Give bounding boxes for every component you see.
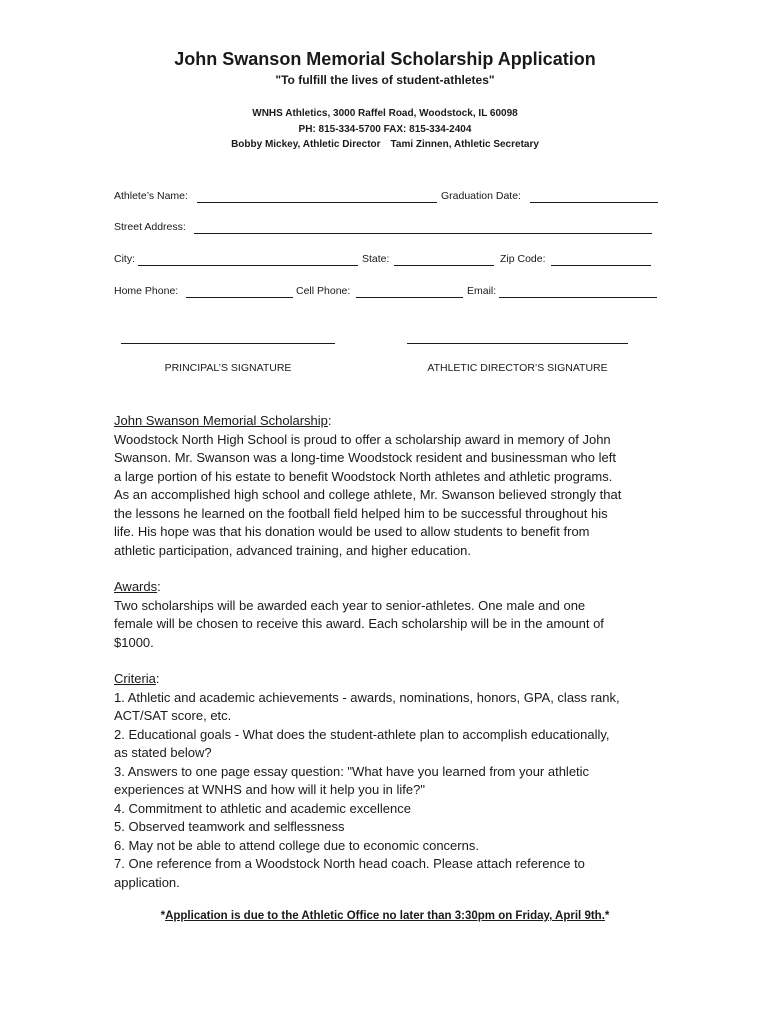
criteria-line: 2. Educational goals - What does the student-athlete plan to accomplish educationally, [114,726,610,742]
email-label: Email: [467,285,497,297]
scholarship-line: a large portion of his estate to benefit Woodstock North athletes and athletic programs. [114,468,613,484]
cell-phone-field[interactable] [356,297,463,298]
home-phone-field[interactable] [186,297,293,298]
graduation-date-label: Graduation Date: [441,190,521,202]
criteria-line: 3. Answers to one page essay question: "What have you learned from your athletic [114,763,590,779]
scholarship-line: As an accomplished high school and college athlete, Mr. Swanson believed strongly that [114,487,622,502]
scholarship-line: Woodstock North High School is proud to offer a scholarship award in memory of John [114,431,611,447]
awards-line: female will be chosen to receive this award. Each scholarship will be in the amount of [114,616,604,631]
criteria-line: 4. Commitment to athletic and academic excellence [114,800,411,816]
city-field[interactable] [138,265,358,266]
criteria-line: 1. Athletic and academic achievements - awards, nominations, honors, GPA, class rank, [114,689,620,705]
athletic-director-signature-label: ATHLETIC DIRECTOR’S SIGNATURE [427,362,608,374]
scholarship-line: life. His hope was that his donation would be used to allow students to benefit from [114,524,590,539]
criteria-line: ACT/SAT score, etc. [114,708,232,723]
zip-code-field[interactable] [551,265,651,266]
athletic-director-name: Bobby Mickey, Athletic Director [231,139,381,150]
athletic-secretary-name: Tami Zinnen, Athletic Secretary [390,139,539,150]
deadline-notice: *Application is due to the Athletic Office no later than 3:30pm on Friday, April 9th.* [160,910,610,922]
motto: "To fulfill the lives of student-athletes" [275,73,495,87]
city-label: City: [114,253,135,265]
scholarship-line: the lessons he learned on the football field helped him to be successful throughout his [114,505,608,521]
page-title: John Swanson Memorial Scholarship Application [174,49,596,69]
criteria-line: 5. Observed teamwork and selflessness [114,819,345,834]
athlete-name-label: Athlete’s Name: [114,190,188,202]
criteria-line: as stated below? [114,745,212,760]
scholarship-section [114,412,654,560]
athlete-name-field[interactable] [197,202,437,203]
email-field[interactable] [499,297,657,298]
criteria-line: 6. May not be able to attend college due to economic concerns. [114,837,479,853]
scholarship-heading: John Swanson Memorial Scholarship: [114,413,332,428]
awards-heading: Awards: [114,579,161,594]
staff-contacts [0,139,770,150]
address: WNHS Athletics, 3000 Raffel Road, Woodstock, IL 60098 [252,108,518,119]
athletic-director-signature-line[interactable] [407,343,628,344]
criteria-section [114,670,654,892]
zip-code-label: Zip Code: [500,253,546,265]
graduation-date-field[interactable] [530,202,658,203]
criteria-heading: Criteria: [114,671,160,686]
form-row-phone [114,285,659,301]
criteria-line: experiences at WNHS and how will it help you in life?" [114,782,425,797]
awards-section [114,578,654,652]
state-label: State: [362,253,390,265]
street-address-field[interactable] [194,233,652,234]
street-address-label: Street Address: [114,221,186,233]
phone-fax: PH: 815-334-5700 FAX: 815-334-2404 [298,124,472,135]
principal-signature-line[interactable] [121,343,335,344]
criteria-line: application. [114,874,180,890]
scholarship-line: Swanson. Mr. Swanson was a long-time Woodstock resident and businessman who left [114,450,616,465]
awards-line: Two scholarships will be awarded each year to senior-athletes. One male and one [114,597,586,613]
principal-signature-label: PRINCIPAL’S SIGNATURE [164,362,292,374]
state-field[interactable] [394,265,494,266]
awards-line: $1000. [114,634,154,650]
cell-phone-label: Cell Phone: [296,285,351,297]
scholarship-line: athletic participation, advanced training, and higher education. [114,542,472,558]
criteria-line: 7. One reference from a Woodstock North head coach. Please attach reference to [114,856,585,871]
form-row-city [114,253,659,269]
form-row-street [114,221,659,237]
home-phone-label: Home Phone: [114,285,179,297]
form-row-name [114,190,659,206]
